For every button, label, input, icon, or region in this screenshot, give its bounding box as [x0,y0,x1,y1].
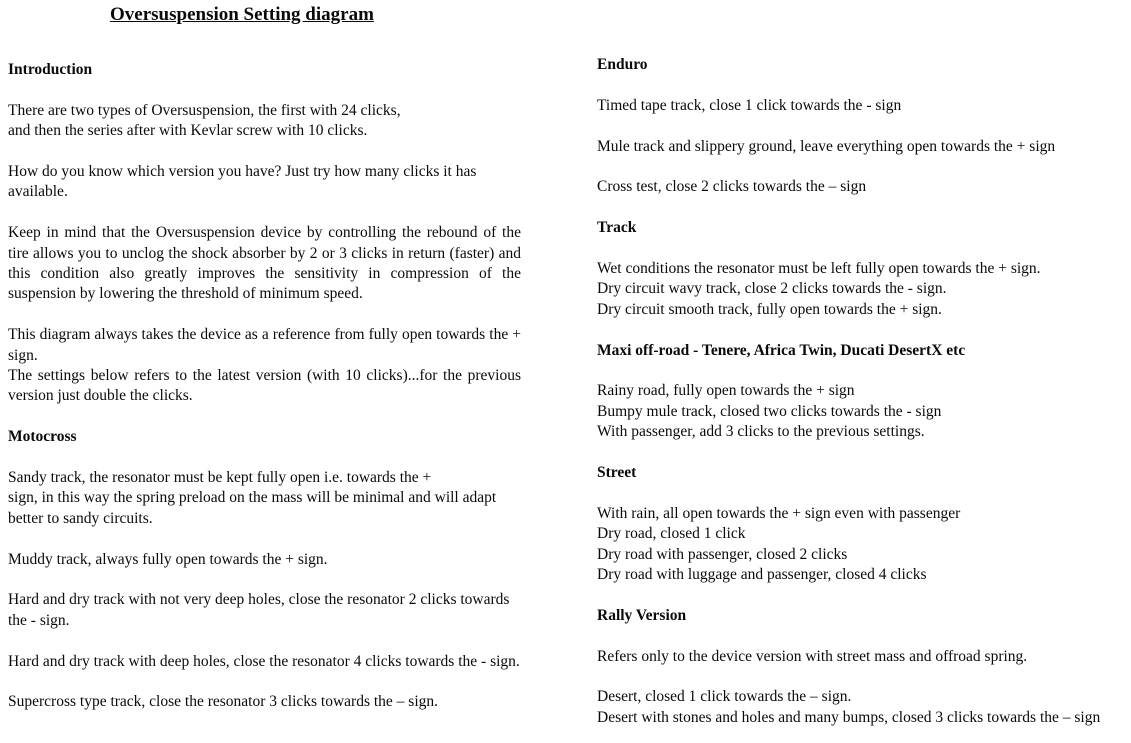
paragraph-line: Dry circuit smooth track, fully open towards the + sign. [597,300,942,318]
paragraph [8,590,521,631]
paragraph [8,652,521,672]
paragraph [597,504,1121,586]
paragraph-line: Keep in mind that the Oversuspension device by controlling the rebound of the tire allows you to unclog the shock absorber by 2 or 3 clicks in return (faster) and this condition also greatly improves the sensitivity in compression of the suspension by lowering the threshold of minimum speed. [8,224,521,303]
paragraph [8,325,521,407]
paragraph-line: Hard and dry track with deep holes, close the resonator 4 clicks towards the - sign. [8,652,520,670]
paragraph-line: Mule track and slippery ground, leave everything open towards the + sign [597,137,1056,155]
paragraph-line: Supercross type track, close the resonator 3 clicks towards the – sign. [8,693,439,711]
section-heading: Rally Version [597,606,687,624]
paragraph [8,223,521,305]
paragraph-line: With rain, all open towards the + sign even with passenger [597,504,961,522]
paragraph-line: sign, in this way the spring preload on the mass will be minimal and will adapt better to sandy circuits. [8,489,497,527]
paragraph [597,381,1121,442]
paragraph [597,647,1121,667]
paragraph-line: Refers only to the device version with street mass and offroad spring. [597,647,1028,665]
paragraph-line: Dry road with passenger, closed 2 clicks [597,545,848,563]
paragraph [8,692,521,712]
paragraph [8,162,521,203]
paragraph-line: There are two types of Oversuspension, the first with 24 clicks, [8,101,401,119]
paragraph [8,101,521,142]
paragraph-line: The settings below refers to the latest version (with 10 clicks)...for the previous version just double the clicks. [8,367,521,405]
page-title: Oversuspension Setting diagram [110,4,374,25]
paragraph-line: Rainy road, fully open towards the + sign [597,382,855,400]
section-heading: Motocross [8,428,77,446]
section-heading: Track [597,219,637,237]
paragraph-line: Wet conditions the resonator must be left fully open towards the + sign. [597,259,1041,277]
section-heading: Maxi off-road - Tenere, Africa Twin, Ducati DesertX etc [597,341,966,359]
paragraph [597,177,1121,197]
paragraph [8,550,521,570]
left-column [8,60,521,733]
paragraph-line: Bumpy mule track, closed two clicks towards the - sign [597,402,942,420]
paragraph-line: How do you know which version you have? Just try how many clicks it has available. [8,163,477,201]
section-heading: Enduro [597,56,648,73]
paragraph-line: With passenger, add 3 clicks to the previous settings. [597,423,925,441]
paragraph [597,687,1121,728]
paragraph-line: Muddy track, always fully open towards the + sign. [8,550,328,568]
paragraph [8,468,521,529]
paragraph-line: Desert with stones and holes and many bumps, closed 3 clicks towards the – sign [597,708,1101,726]
paragraph [597,96,1121,116]
paragraph-line: Cross test, close 2 clicks towards the – sign [597,178,867,196]
paragraph-line: Dry road with luggage and passenger, closed 4 clicks [597,566,927,584]
paragraph-line: Desert, closed 1 click towards the – sign. [597,688,852,706]
right-column [597,55,1121,743]
paragraph [597,137,1121,157]
paragraph-line: Dry circuit wavy track, close 2 clicks towards the - sign. [597,280,947,298]
paragraph-line: Dry road, closed 1 click [597,525,746,543]
paragraph [597,259,1121,320]
paragraph-line: and then the series after with Kevlar screw with 10 clicks. [8,122,368,140]
paragraph-line: Sandy track, the resonator must be kept fully open i.e. towards the + [8,469,432,487]
section-heading: Street [597,464,637,481]
paragraph-line: Timed tape track, close 1 click towards the - sign [597,96,902,114]
paragraph-line: This diagram always takes the device as a reference from fully open towards the + sign. [8,326,521,364]
section-heading: Introduction [8,61,93,78]
paragraph-line: Hard and dry track with not very deep holes, close the resonator 2 clicks towards the - sign. [8,591,510,629]
